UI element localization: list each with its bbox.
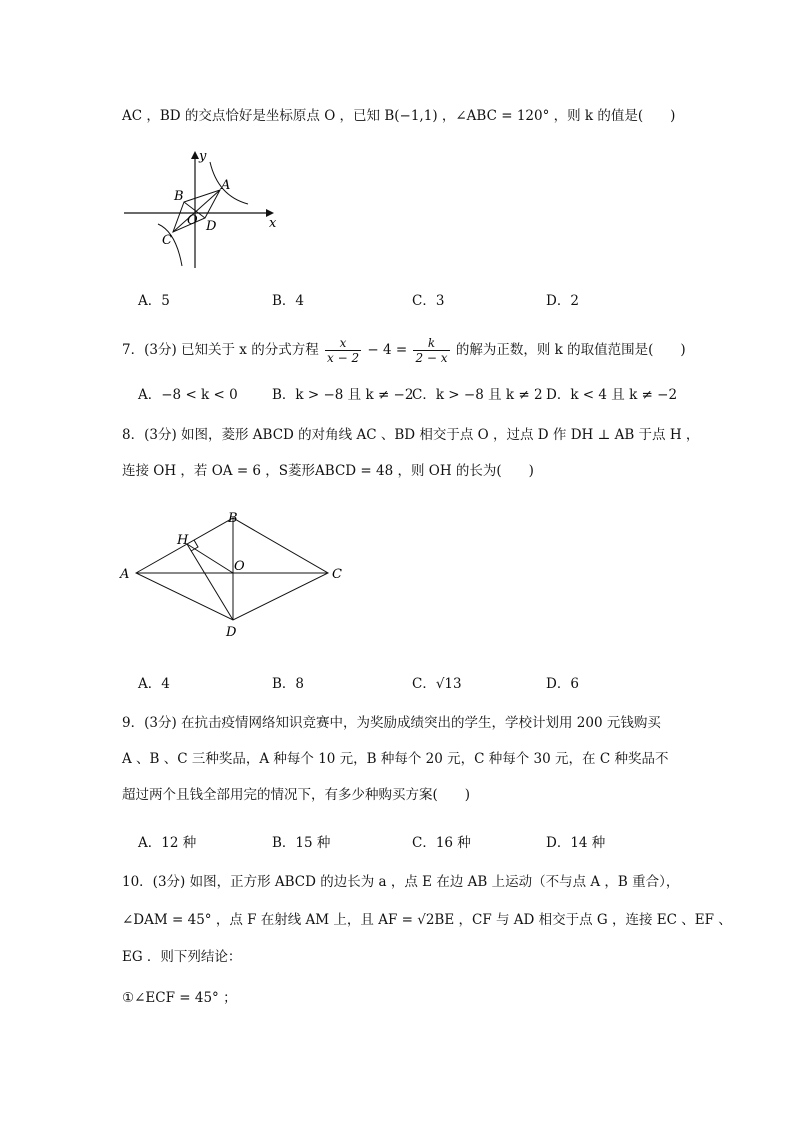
q8-stem-line2: 连接 OH ，若 OA = 6 ，S菱形ABCD = 48 ，则 OH 的长为( ) xyxy=(122,463,534,479)
q7-frac1-den: x − 2 xyxy=(327,351,360,365)
q6-label-y: y xyxy=(199,149,207,164)
q8-option-b: B．8 xyxy=(272,676,305,692)
q9-option-c: C．16 种 xyxy=(412,835,471,851)
q6-label-C: C xyxy=(162,233,172,248)
q7-frac1-num: x xyxy=(325,336,361,351)
q7-suffix: 的解为正数，则 k 的取值范围是( ) xyxy=(455,342,686,358)
q8-figure xyxy=(118,508,358,643)
q8-option-c: C．√13 xyxy=(412,676,462,692)
q7-frac2-den: 2 − x xyxy=(415,351,448,365)
q6-option-a: A．5 xyxy=(138,293,170,309)
q7-stem xyxy=(122,336,686,365)
q8-label-H: H xyxy=(177,533,189,548)
q6-figure xyxy=(118,148,288,273)
q6-option-d: D．2 xyxy=(546,293,579,309)
q7-option-a: A．−8 < k < 0 xyxy=(138,387,238,403)
q8-option-a: A．4 xyxy=(138,676,170,692)
q9-stem-line3: 超过两个且钱全部用完的情况下，有多少种购买方案( ) xyxy=(122,787,471,803)
q10-stem-line1: 10．(3分) 如图，正方形 ABCD 的边长为 a ，点 E 在边 AB 上运动（不与点 A ，B 重合）， xyxy=(122,874,680,890)
q8-label-C: C xyxy=(332,567,342,582)
q6-label-D: D xyxy=(206,219,217,234)
q7-fraction-left xyxy=(325,336,361,365)
q9-stem-line2: A 、B 、C 三种奖品，A 种每个 10 元，B 种每个 20 元，C 种每个 30 元，在 C 种奖品不 xyxy=(122,751,669,767)
q10-stem-line2: ∠DAM = 45° ，点 F 在射线 AM 上，且 AF = √2BE ，CF 与 AD 相交于点 G ，连接 EC 、EF 、 xyxy=(122,912,732,928)
q6-label-O: O xyxy=(187,213,198,228)
q7-fraction-right xyxy=(413,336,449,365)
q6-option-c: C．3 xyxy=(412,293,445,309)
q6-label-A: A xyxy=(221,178,231,193)
q8-stem-line1: 8．(3分) 如图，菱形 ABCD 的对角线 AC 、BD 相交于点 O ，过点 D 作 DH ⊥ AB 于点 H ， xyxy=(122,427,700,443)
q7-mid: − 4 = xyxy=(367,342,408,358)
q7-frac2-num: k xyxy=(413,336,449,351)
q9-option-b: B．15 种 xyxy=(272,835,331,851)
q7-option-b: B．k > −8 且 k ≠ −2 xyxy=(272,387,414,403)
q6-label-B: B xyxy=(174,189,184,204)
q7-option-c: C．k > −8 且 k ≠ 2 xyxy=(412,387,543,403)
q10-conclusion-1: ①∠ECF = 45° ； xyxy=(122,990,237,1006)
q8-label-D: D xyxy=(226,625,237,640)
q9-option-a: A．12 种 xyxy=(138,835,197,851)
q6-option-b: B．4 xyxy=(272,293,305,309)
q6-label-x: x xyxy=(269,216,277,231)
q10-stem-line3: EG ．则下列结论： xyxy=(122,949,242,965)
q9-stem-line1: 9．(3分) 在抗击疫情网络知识竞赛中，为奖励成绩突出的学生，学校计划用 200 元钱购买 xyxy=(122,715,661,731)
q8-label-A: A xyxy=(120,567,130,582)
q7-option-d: D．k < 4 且 k ≠ −2 xyxy=(546,387,678,403)
q7-prefix: 7．(3分) 已知关于 x 的分式方程 xyxy=(122,342,319,358)
q8-label-B: B xyxy=(228,511,238,526)
q8-label-O: O xyxy=(234,559,245,574)
q9-option-d: D．14 种 xyxy=(546,835,606,851)
q6-stem: AC ，BD 的交点恰好是坐标原点 O ，已知 B(−1,1) ，∠ABC = 120° ，则 k 的值是( ) xyxy=(122,108,676,124)
q8-option-d: D．6 xyxy=(546,676,579,692)
